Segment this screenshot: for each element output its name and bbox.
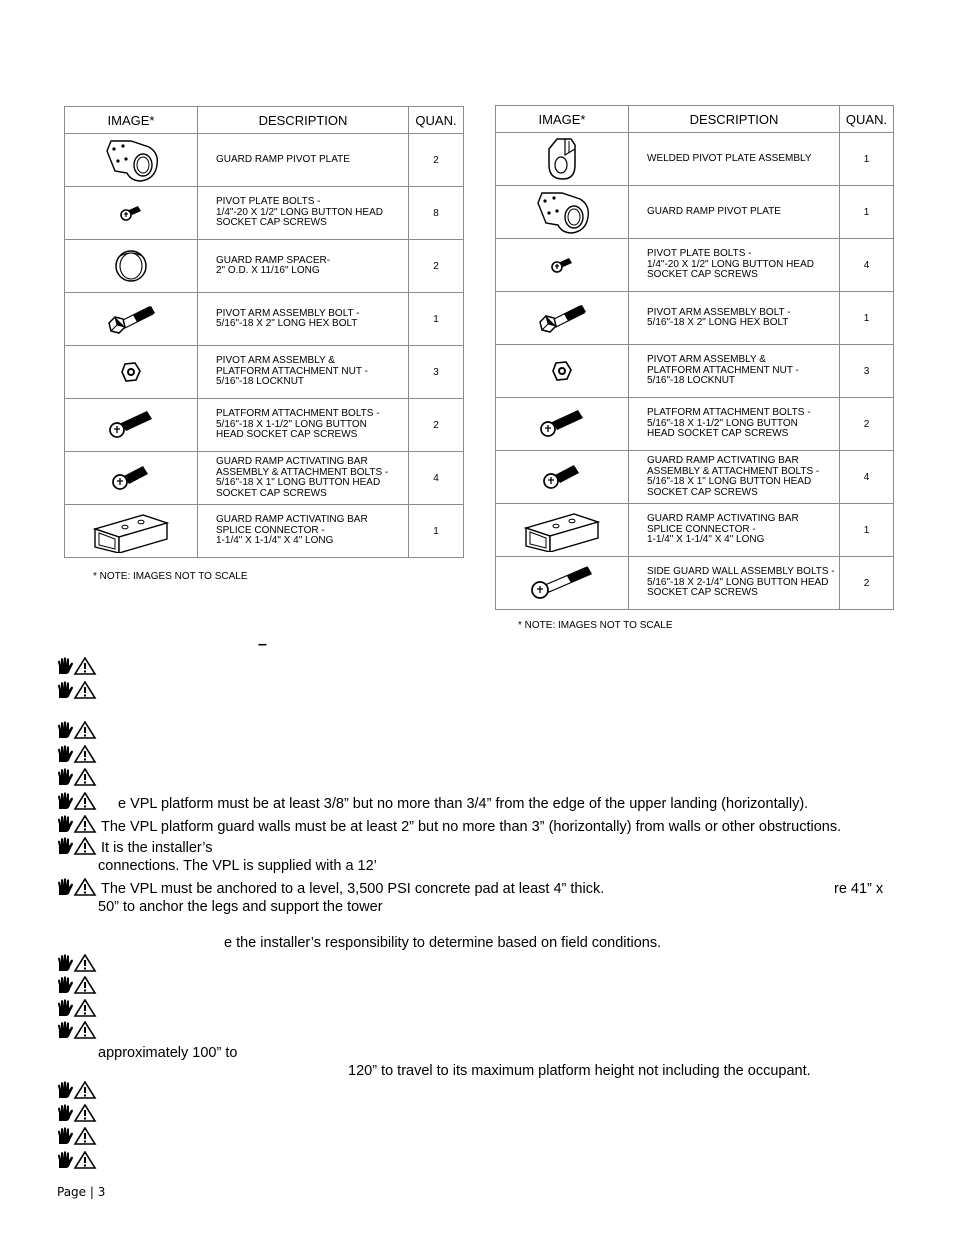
part-description-line: GUARD RAMP PIVOT PLATE — [647, 205, 781, 217]
header-description: DESCRIPTION — [629, 106, 840, 133]
button-head-screw-short-icon — [65, 203, 197, 223]
welded-pivot-plate-assembly-icon — [496, 135, 628, 183]
part-description — [198, 240, 409, 293]
hand-and-warning-triangle-icon — [57, 1151, 97, 1169]
hand-and-warning-triangle-icon — [57, 1104, 97, 1122]
table-row — [65, 134, 464, 187]
instruction-text: e the installer’s responsibility to determine based on field conditions. — [224, 935, 662, 951]
part-description-line: PLATFORM ATTACHMENT NUT - — [647, 364, 799, 376]
part-description — [629, 451, 840, 504]
part-image-cell — [65, 240, 198, 293]
instruction-text: 50” to anchor the legs and support the tower — [98, 899, 383, 915]
table-row — [496, 292, 894, 345]
instruction-text: e VPL platform must be at least 3/8” but no more than 3/4” from the edge of the upper landing (horizontally). — [118, 796, 809, 812]
part-description-line: 5/16"-18 X 1-1/2" LONG BUTTON — [647, 417, 798, 429]
hand-and-warning-triangle-icon — [57, 815, 97, 833]
hand-and-warning-triangle-icon — [57, 1081, 97, 1099]
part-description-line: SOCKET CAP SCREWS — [647, 486, 758, 498]
part-quantity: 2 — [409, 134, 464, 187]
table-row — [65, 346, 464, 399]
part-description-line: HEAD SOCKET CAP SCREWS — [216, 429, 358, 441]
part-description-line: 5/16"-18 LOCKNUT — [216, 376, 305, 388]
instruction-text: approximately 100” to — [98, 1045, 238, 1061]
button-head-screw-long-icon — [65, 409, 197, 441]
part-image-cell — [65, 399, 198, 452]
part-description-line: SOCKET CAP SCREWS — [647, 269, 758, 281]
part-quantity: 2 — [409, 399, 464, 452]
hand-and-warning-triangle-icon — [57, 681, 97, 699]
part-quantity: 1 — [840, 186, 894, 239]
table-row — [496, 345, 894, 398]
hex-bolt-icon — [496, 300, 628, 336]
part-quantity: 4 — [409, 452, 464, 505]
part-description-line: PIVOT ARM ASSEMBLY & — [216, 355, 335, 367]
part-description-line: PLATFORM ATTACHMENT BOLTS - — [216, 408, 380, 420]
part-description-line: GUARD RAMP SPACER- — [216, 254, 331, 266]
part-description — [198, 293, 409, 346]
part-description-line: ASSEMBLY & ATTACHMENT BOLTS - — [216, 466, 389, 478]
part-description — [198, 346, 409, 399]
table-row — [65, 452, 464, 505]
part-description — [198, 134, 409, 187]
part-quantity: 4 — [840, 451, 894, 504]
part-description — [629, 133, 840, 186]
parts-table-right — [495, 105, 894, 610]
part-image-cell — [65, 187, 198, 240]
part-quantity: 1 — [840, 504, 894, 557]
table-row — [65, 240, 464, 293]
instruction-text: re 41” x — [834, 881, 884, 897]
table-row — [496, 557, 894, 610]
part-description-line: SOCKET CAP SCREWS — [216, 487, 327, 499]
part-quantity: 1 — [840, 292, 894, 345]
part-description-line: GUARD RAMP ACTIVATING BAR — [647, 513, 799, 525]
part-description-line: GUARD RAMP PIVOT PLATE — [216, 153, 350, 165]
splice-connector-icon — [65, 509, 197, 553]
part-image-cell — [496, 292, 629, 345]
hand-and-warning-triangle-icon — [57, 954, 97, 972]
button-head-screw-medium-icon — [65, 463, 197, 493]
part-description-line: PIVOT PLATE BOLTS - — [216, 196, 321, 208]
part-image-cell — [496, 186, 629, 239]
part-description-line: SOCKET CAP SCREWS — [647, 587, 758, 599]
part-quantity: 8 — [409, 187, 464, 240]
instruction-text: It is the installer’s — [101, 840, 213, 856]
guard-ramp-pivot-plate-icon — [496, 189, 628, 235]
header-description: DESCRIPTION — [198, 107, 409, 134]
part-image-cell — [65, 293, 198, 346]
part-quantity: 3 — [409, 346, 464, 399]
part-image-cell — [496, 239, 629, 292]
part-description-line: ASSEMBLY & ATTACHMENT BOLTS - — [647, 465, 820, 477]
part-description — [198, 187, 409, 240]
part-image-cell — [496, 504, 629, 557]
hex-bolt-icon — [65, 301, 197, 337]
part-image-cell — [65, 134, 198, 187]
part-description-line: 2" O.D. X 11/16" LONG — [216, 265, 320, 276]
note-images-not-to-scale: * NOTE: IMAGES NOT TO SCALE — [518, 620, 673, 631]
part-description — [629, 239, 840, 292]
button-head-screw-short-icon — [496, 255, 628, 275]
hex-locknut-icon — [65, 360, 197, 384]
part-description-line: PIVOT ARM ASSEMBLY BOLT - — [216, 307, 360, 319]
part-description-line: 1-1/4" X 1-1/4" X 4" LONG — [216, 535, 334, 547]
table-row — [65, 399, 464, 452]
hand-and-warning-triangle-icon — [57, 657, 97, 675]
part-description-line: PLATFORM ATTACHMENT NUT - — [216, 365, 368, 377]
part-description — [629, 504, 840, 557]
page-number: Page | 3 — [57, 1185, 106, 1199]
hand-and-warning-triangle-icon — [57, 837, 97, 855]
part-quantity: 2 — [840, 398, 894, 451]
table-row — [65, 505, 464, 558]
part-image-cell — [496, 398, 629, 451]
part-image-cell — [496, 133, 629, 186]
part-description-line: PIVOT PLATE BOLTS - — [647, 248, 752, 260]
table-row — [496, 186, 894, 239]
hand-and-warning-triangle-icon — [57, 1127, 97, 1145]
header-image: IMAGE* — [65, 107, 198, 134]
table-row — [496, 398, 894, 451]
header-image: IMAGE* — [496, 106, 629, 133]
hand-and-warning-triangle-icon — [57, 745, 97, 763]
hand-and-warning-triangle-icon — [57, 976, 97, 994]
table-row — [496, 133, 894, 186]
part-image-cell — [496, 451, 629, 504]
part-description-line: 5/16"-18 X 1-1/2" LONG BUTTON — [216, 418, 367, 430]
part-description — [629, 292, 840, 345]
note-images-not-to-scale: * NOTE: IMAGES NOT TO SCALE — [93, 571, 248, 582]
part-quantity: 2 — [409, 240, 464, 293]
header-quantity: QUAN. — [840, 106, 894, 133]
part-image-cell — [65, 346, 198, 399]
part-description-line: 1/4"-20 X 1/2" LONG BUTTON HEAD — [216, 206, 383, 218]
part-image-cell — [65, 505, 198, 558]
instruction-text: The VPL must be anchored to a level, 3,500 PSI concrete pad at least 4” thick. — [101, 881, 605, 897]
part-description-line: WELDED PIVOT PLATE ASSEMBLY — [647, 152, 812, 164]
part-description-line: 5/16"-18 X 2" LONG HEX BOLT — [647, 317, 789, 328]
table-header-row — [65, 107, 464, 134]
part-description — [198, 452, 409, 505]
part-description-line: 5/16"-18 X 1" LONG BUTTON HEAD — [216, 477, 381, 488]
part-description-line: PLATFORM ATTACHMENT BOLTS - — [647, 407, 811, 419]
part-quantity: 1 — [409, 505, 464, 558]
hand-and-warning-triangle-icon — [57, 878, 97, 896]
part-description-line: HEAD SOCKET CAP SCREWS — [647, 428, 789, 440]
part-description — [629, 557, 840, 610]
instruction-text: 120” to travel to its maximum platform height not including the occupant. — [348, 1063, 811, 1079]
table-header-row — [496, 106, 894, 133]
section-dash: – — [258, 636, 267, 653]
part-description-line: GUARD RAMP ACTIVATING BAR — [647, 455, 799, 466]
hex-locknut-icon — [496, 359, 628, 383]
part-description-line: PIVOT ARM ASSEMBLY BOLT - — [647, 306, 791, 318]
hand-and-warning-triangle-icon — [57, 768, 97, 786]
table-row — [65, 293, 464, 346]
hand-and-warning-triangle-icon — [57, 721, 97, 739]
button-head-screw-medium-icon — [496, 462, 628, 492]
part-description-line: 5/16"-18 X 1" LONG BUTTON HEAD — [647, 476, 812, 487]
part-description — [629, 345, 840, 398]
part-description-line: 5/16"-18 LOCKNUT — [647, 375, 736, 387]
part-image-cell — [496, 557, 629, 610]
instruction-text: The VPL platform guard walls must be at least 2” but no more than 3” (horizontally) from walls or other obstructions. — [101, 819, 842, 835]
splice-connector-icon — [496, 508, 628, 552]
hand-and-warning-triangle-icon — [57, 999, 97, 1017]
part-quantity: 2 — [840, 557, 894, 610]
part-description-line: SIDE GUARD WALL ASSEMBLY BOLTS - — [647, 566, 835, 578]
part-description-line: SPLICE CONNECTOR - — [216, 524, 325, 536]
part-quantity: 3 — [840, 345, 894, 398]
part-description-line: PIVOT ARM ASSEMBLY & — [647, 354, 766, 366]
part-description-line: SPLICE CONNECTOR - — [647, 523, 756, 535]
part-description-line: SOCKET CAP SCREWS — [216, 217, 327, 229]
table-row — [496, 451, 894, 504]
part-image-cell — [496, 345, 629, 398]
part-description — [198, 399, 409, 452]
part-description-line: 5/16"-18 X 2" LONG HEX BOLT — [216, 318, 358, 329]
table-row — [65, 187, 464, 240]
part-description — [629, 186, 840, 239]
part-quantity: 1 — [840, 133, 894, 186]
part-quantity: 4 — [840, 239, 894, 292]
table-row — [496, 504, 894, 557]
part-image-cell — [65, 452, 198, 505]
parts-table-left — [64, 106, 464, 558]
part-description-line: 5/16"-18 X 2-1/4" LONG BUTTON HEAD — [647, 576, 829, 588]
button-head-screw-extra-long-icon — [496, 563, 628, 603]
table-row — [496, 239, 894, 292]
header-quantity: QUAN. — [409, 107, 464, 134]
part-description-line: GUARD RAMP ACTIVATING BAR — [216, 456, 368, 467]
instruction-text: connections. The VPL is supplied with a 12’ — [98, 858, 377, 874]
spacer-ring-icon — [65, 248, 197, 284]
part-description-line: 1-1/4" X 1-1/4" X 4" LONG — [647, 534, 765, 546]
part-description — [629, 398, 840, 451]
part-quantity: 1 — [409, 293, 464, 346]
button-head-screw-long-icon — [496, 408, 628, 440]
hand-and-warning-triangle-icon — [57, 1021, 97, 1039]
hand-and-warning-triangle-icon — [57, 792, 97, 810]
part-description-line: GUARD RAMP ACTIVATING BAR — [216, 514, 368, 526]
guard-ramp-pivot-plate-icon — [65, 137, 197, 183]
part-description — [198, 505, 409, 558]
part-description-line: 1/4"-20 X 1/2" LONG BUTTON HEAD — [647, 258, 814, 270]
